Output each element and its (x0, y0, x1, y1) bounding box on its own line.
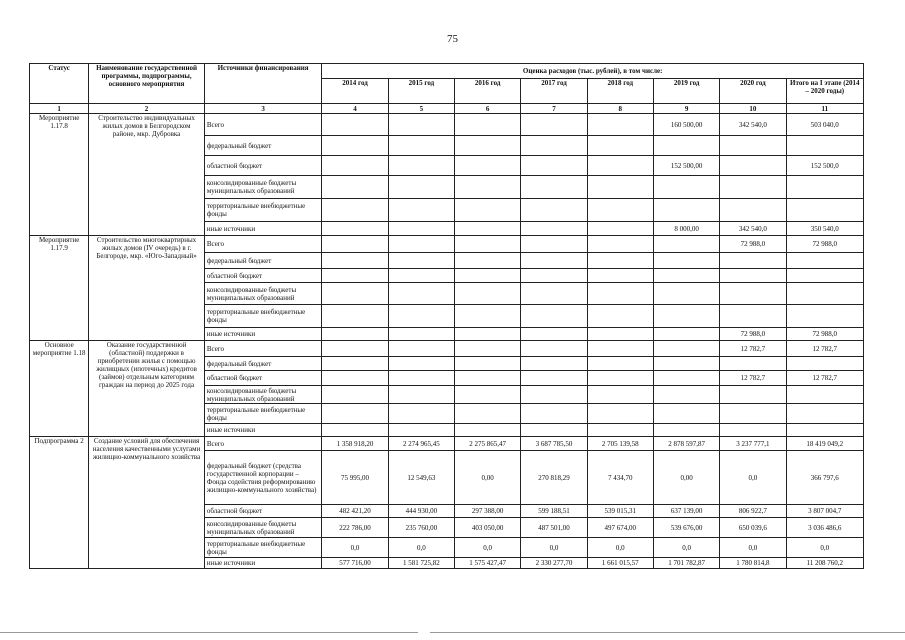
value-cell (587, 236, 653, 253)
source-cell: территориальные внебюджетные фонды (204, 305, 322, 328)
column-number: 10 (720, 104, 786, 114)
value-cell (786, 283, 863, 305)
header-status: Статус (30, 64, 89, 104)
value-cell: 1 661 015,57 (587, 558, 653, 569)
value-cell (786, 136, 863, 156)
value-cell (455, 424, 521, 437)
value-cell (455, 236, 521, 253)
source-cell: иные источники (204, 558, 322, 569)
value-cell: 75 995,00 (322, 451, 388, 505)
column-number: 3 (204, 104, 322, 114)
value-cell: 350 540,0 (786, 222, 863, 236)
value-cell (521, 222, 587, 236)
value-cell (786, 253, 863, 269)
source-cell: федеральный бюджет (204, 357, 322, 371)
value-cell: 806 922,7 (720, 505, 786, 518)
value-cell: 1 701 782,87 (653, 558, 719, 569)
value-cell (322, 357, 388, 371)
status-cell: Подпрограмма 2 (30, 437, 89, 569)
value-cell (388, 222, 454, 236)
value-cell: 2 274 965,45 (388, 437, 454, 451)
value-cell (521, 199, 587, 222)
value-cell (653, 199, 719, 222)
value-cell (587, 341, 653, 357)
value-cell: 8 000,00 (653, 222, 719, 236)
value-cell (322, 156, 388, 176)
value-cell (388, 114, 454, 136)
value-cell: 1 358 918,20 (322, 437, 388, 451)
source-cell: консолидированные бюджеты муниципальных образований (204, 518, 322, 538)
source-cell: Всего (204, 114, 322, 136)
header-year: 2018 год (587, 79, 653, 104)
value-cell (786, 357, 863, 371)
name-cell: Создание условий для обеспечения населения качественными услугами жилищно-коммунального хозяйства (89, 437, 205, 569)
value-cell (455, 253, 521, 269)
column-number: 7 (521, 104, 587, 114)
value-cell (521, 269, 587, 283)
value-cell (720, 253, 786, 269)
value-cell: 0,0 (720, 451, 786, 505)
value-cell (786, 199, 863, 222)
value-cell (720, 156, 786, 176)
value-cell (653, 424, 719, 437)
value-cell (388, 341, 454, 357)
value-cell: 18 419 049,2 (786, 437, 863, 451)
value-cell: 2 275 865,47 (455, 437, 521, 451)
value-cell (587, 305, 653, 328)
value-cell (455, 199, 521, 222)
value-cell (455, 341, 521, 357)
source-cell: иные источники (204, 222, 322, 236)
value-cell: 1 581 725,82 (388, 558, 454, 569)
value-cell (587, 386, 653, 404)
value-cell (653, 328, 719, 341)
value-cell (786, 386, 863, 404)
value-cell (786, 269, 863, 283)
column-number: 9 (653, 104, 719, 114)
value-cell (455, 305, 521, 328)
table-row (30, 114, 864, 136)
value-cell (388, 253, 454, 269)
value-cell: 2 878 597,87 (653, 437, 719, 451)
value-cell: 1 780 814,8 (720, 558, 786, 569)
value-cell (521, 404, 587, 424)
source-cell: федеральный бюджет (204, 253, 322, 269)
value-cell: 497 674,00 (587, 518, 653, 538)
value-cell (653, 371, 719, 386)
source-cell: областной бюджет (204, 505, 322, 518)
value-cell (455, 156, 521, 176)
value-cell: 72 988,0 (720, 236, 786, 253)
value-cell (455, 357, 521, 371)
value-cell: 2 705 139,58 (587, 437, 653, 451)
value-cell (653, 386, 719, 404)
value-cell (455, 371, 521, 386)
value-cell: 650 039,6 (720, 518, 786, 538)
value-cell (653, 136, 719, 156)
value-cell (653, 357, 719, 371)
value-cell: 12 782,7 (720, 371, 786, 386)
value-cell (587, 404, 653, 424)
value-cell: 2 330 277,70 (521, 558, 587, 569)
status-cell: Мероприятие 1.17.8 (30, 114, 89, 236)
value-cell: 0,0 (455, 538, 521, 558)
value-cell: 539 015,31 (587, 505, 653, 518)
value-cell (587, 222, 653, 236)
value-cell: 270 818,29 (521, 451, 587, 505)
value-cell: 503 040,0 (786, 114, 863, 136)
value-cell: 0,0 (720, 538, 786, 558)
bottom-rule (0, 632, 418, 633)
source-cell: Всего (204, 236, 322, 253)
value-cell (521, 156, 587, 176)
value-cell: 539 676,00 (653, 518, 719, 538)
header-name: Наименование государственной программы, подпрограммы, основного мероприятия (89, 64, 205, 104)
value-cell (587, 199, 653, 222)
header-year: 2014 год (322, 79, 388, 104)
source-cell: консолидированные бюджеты муниципальных образований (204, 176, 322, 199)
value-cell: 3 237 777,1 (720, 437, 786, 451)
value-cell (322, 424, 388, 437)
value-cell (455, 176, 521, 199)
name-cell: Строительство многоквартирных жилых домов (IV очередь) в г. Белгороде, мкр. «Юго-Западный» (89, 236, 205, 341)
value-cell (587, 136, 653, 156)
status-cell: Основное мероприятие 1.18 (30, 341, 89, 437)
value-cell: 1 575 427,47 (455, 558, 521, 569)
value-cell (322, 328, 388, 341)
value-cell: 0,0 (322, 538, 388, 558)
value-cell (322, 341, 388, 357)
source-cell: иные источники (204, 424, 322, 437)
value-cell: 11 208 760,2 (786, 558, 863, 569)
value-cell: 3 687 785,50 (521, 437, 587, 451)
value-cell: 152 500,0 (786, 156, 863, 176)
value-cell (388, 156, 454, 176)
value-cell: 72 988,0 (720, 328, 786, 341)
header-row (30, 64, 864, 79)
status-cell: Мероприятие 1.17.9 (30, 236, 89, 341)
value-cell (587, 176, 653, 199)
value-cell (388, 305, 454, 328)
value-cell (322, 386, 388, 404)
value-cell: 12 782,7 (786, 341, 863, 357)
page-number: 75 (447, 33, 458, 45)
value-cell (587, 371, 653, 386)
value-cell: 12 549,63 (388, 451, 454, 505)
source-cell: Всего (204, 341, 322, 357)
value-cell: 0,0 (786, 538, 863, 558)
column-number: 8 (587, 104, 653, 114)
table-row (30, 236, 864, 253)
value-cell (388, 357, 454, 371)
value-cell: 444 930,00 (388, 505, 454, 518)
source-cell: федеральный бюджет (204, 136, 322, 156)
value-cell: 152 500,00 (653, 156, 719, 176)
value-cell (521, 386, 587, 404)
value-cell: 12 782,7 (786, 371, 863, 386)
value-cell (653, 176, 719, 199)
value-cell (322, 176, 388, 199)
value-cell: 235 760,00 (388, 518, 454, 538)
value-cell (455, 269, 521, 283)
value-cell: 12 782,7 (720, 341, 786, 357)
column-number-row (30, 104, 864, 114)
header-estimate: Оценка расходов (тыс. рублей), в том числе: (322, 64, 864, 79)
value-cell (322, 305, 388, 328)
value-cell: 637 139,00 (653, 505, 719, 518)
value-cell (322, 136, 388, 156)
value-cell (653, 341, 719, 357)
value-cell (388, 136, 454, 156)
value-cell: 599 188,51 (521, 505, 587, 518)
value-cell (587, 269, 653, 283)
source-cell: территориальные внебюджетные фонды (204, 538, 322, 558)
value-cell: 222 786,00 (322, 518, 388, 538)
value-cell (720, 269, 786, 283)
header-year-total: Итого на I этапе (2014 – 2020 годы) (786, 79, 863, 104)
value-cell (587, 328, 653, 341)
value-cell (322, 253, 388, 269)
column-number: 11 (786, 104, 863, 114)
value-cell: 0,0 (388, 538, 454, 558)
value-cell (388, 386, 454, 404)
source-cell: территориальные внебюджетные фонды (204, 404, 322, 424)
value-cell (653, 404, 719, 424)
value-cell: 3 807 004,7 (786, 505, 863, 518)
value-cell: 0,00 (455, 451, 521, 505)
header-sources: Источники финансирования (204, 64, 322, 104)
value-cell (521, 236, 587, 253)
source-cell: областной бюджет (204, 156, 322, 176)
value-cell (653, 236, 719, 253)
value-cell (455, 386, 521, 404)
value-cell: 0,0 (521, 538, 587, 558)
column-number: 1 (30, 104, 89, 114)
value-cell (720, 357, 786, 371)
value-cell: 342 540,0 (720, 114, 786, 136)
name-cell: Строительство индивидуальных жилых домов в Белгородском районе, мкр. Дубровка (89, 114, 205, 236)
value-cell (720, 386, 786, 404)
value-cell (720, 424, 786, 437)
value-cell (521, 136, 587, 156)
value-cell (322, 283, 388, 305)
value-cell: 0,0 (653, 538, 719, 558)
value-cell (521, 424, 587, 437)
value-cell (322, 236, 388, 253)
value-cell (653, 283, 719, 305)
header-year: 2015 год (388, 79, 454, 104)
source-cell: консолидированные бюджеты муниципальных образований (204, 283, 322, 305)
value-cell (786, 176, 863, 199)
bottom-rule (430, 632, 905, 633)
value-cell (521, 305, 587, 328)
value-cell (720, 404, 786, 424)
value-cell (322, 371, 388, 386)
value-cell: 366 797,6 (786, 451, 863, 505)
value-cell: 3 036 486,6 (786, 518, 863, 538)
value-cell (587, 253, 653, 269)
value-cell (388, 199, 454, 222)
value-cell (455, 136, 521, 156)
source-cell: территориальные внебюджетные фонды (204, 199, 322, 222)
value-cell: 72 988,0 (786, 328, 863, 341)
source-cell: Всего (204, 437, 322, 451)
value-cell (388, 176, 454, 199)
value-cell (455, 328, 521, 341)
header-year: 2016 год (455, 79, 521, 104)
value-cell (521, 357, 587, 371)
value-cell (720, 136, 786, 156)
value-cell: 403 050,00 (455, 518, 521, 538)
header-year: 2017 год (521, 79, 587, 104)
source-cell: консолидированные бюджеты муниципальных образований (204, 386, 322, 404)
value-cell (786, 305, 863, 328)
value-cell: 160 500,00 (653, 114, 719, 136)
value-cell: 0,00 (653, 451, 719, 505)
value-cell (521, 253, 587, 269)
value-cell (786, 424, 863, 437)
value-cell (587, 156, 653, 176)
value-cell (455, 283, 521, 305)
value-cell: 297 388,00 (455, 505, 521, 518)
value-cell (388, 424, 454, 437)
value-cell: 0,0 (587, 538, 653, 558)
table-row (30, 437, 864, 451)
value-cell (388, 371, 454, 386)
value-cell (322, 114, 388, 136)
value-cell (587, 114, 653, 136)
value-cell (322, 222, 388, 236)
value-cell (388, 328, 454, 341)
source-cell: областной бюджет (204, 269, 322, 283)
value-cell (455, 114, 521, 136)
name-cell: Оказание государственной (областной) поддержки в приобретении жилья с помощью жилищных (ипотечных) кредитов (займов) отдельным категориям граждан на период до 2025 года (89, 341, 205, 437)
value-cell (653, 269, 719, 283)
value-cell (388, 404, 454, 424)
value-cell (322, 269, 388, 283)
value-cell (786, 404, 863, 424)
column-number: 2 (89, 104, 205, 114)
value-cell (587, 283, 653, 305)
value-cell: 342 540,0 (720, 222, 786, 236)
expenditure-table (29, 63, 864, 569)
value-cell: 72 988,0 (786, 236, 863, 253)
value-cell (720, 199, 786, 222)
value-cell (653, 253, 719, 269)
value-cell: 482 421,20 (322, 505, 388, 518)
value-cell (322, 199, 388, 222)
table-row (30, 341, 864, 357)
value-cell (653, 305, 719, 328)
header-year: 2019 год (653, 79, 719, 104)
column-number: 6 (455, 104, 521, 114)
column-number: 4 (322, 104, 388, 114)
value-cell (521, 114, 587, 136)
column-number: 5 (388, 104, 454, 114)
value-cell (521, 176, 587, 199)
value-cell (388, 236, 454, 253)
value-cell (720, 283, 786, 305)
value-cell (521, 371, 587, 386)
source-cell: федеральный бюджет (средства государственной корпорации – Фонда содействия реформированию жилищно-коммунального хозяйства) (204, 451, 322, 505)
value-cell (720, 305, 786, 328)
value-cell (455, 222, 521, 236)
value-cell (388, 269, 454, 283)
source-cell: иные источники (204, 328, 322, 341)
value-cell (521, 341, 587, 357)
value-cell: 577 716,00 (322, 558, 388, 569)
value-cell (388, 283, 454, 305)
value-cell (455, 404, 521, 424)
value-cell (587, 357, 653, 371)
value-cell (521, 328, 587, 341)
value-cell (521, 283, 587, 305)
value-cell (587, 424, 653, 437)
source-cell: областной бюджет (204, 371, 322, 386)
header-year: 2020 год (720, 79, 786, 104)
value-cell (322, 404, 388, 424)
value-cell (720, 176, 786, 199)
value-cell: 487 501,00 (521, 518, 587, 538)
value-cell: 7 434,70 (587, 451, 653, 505)
